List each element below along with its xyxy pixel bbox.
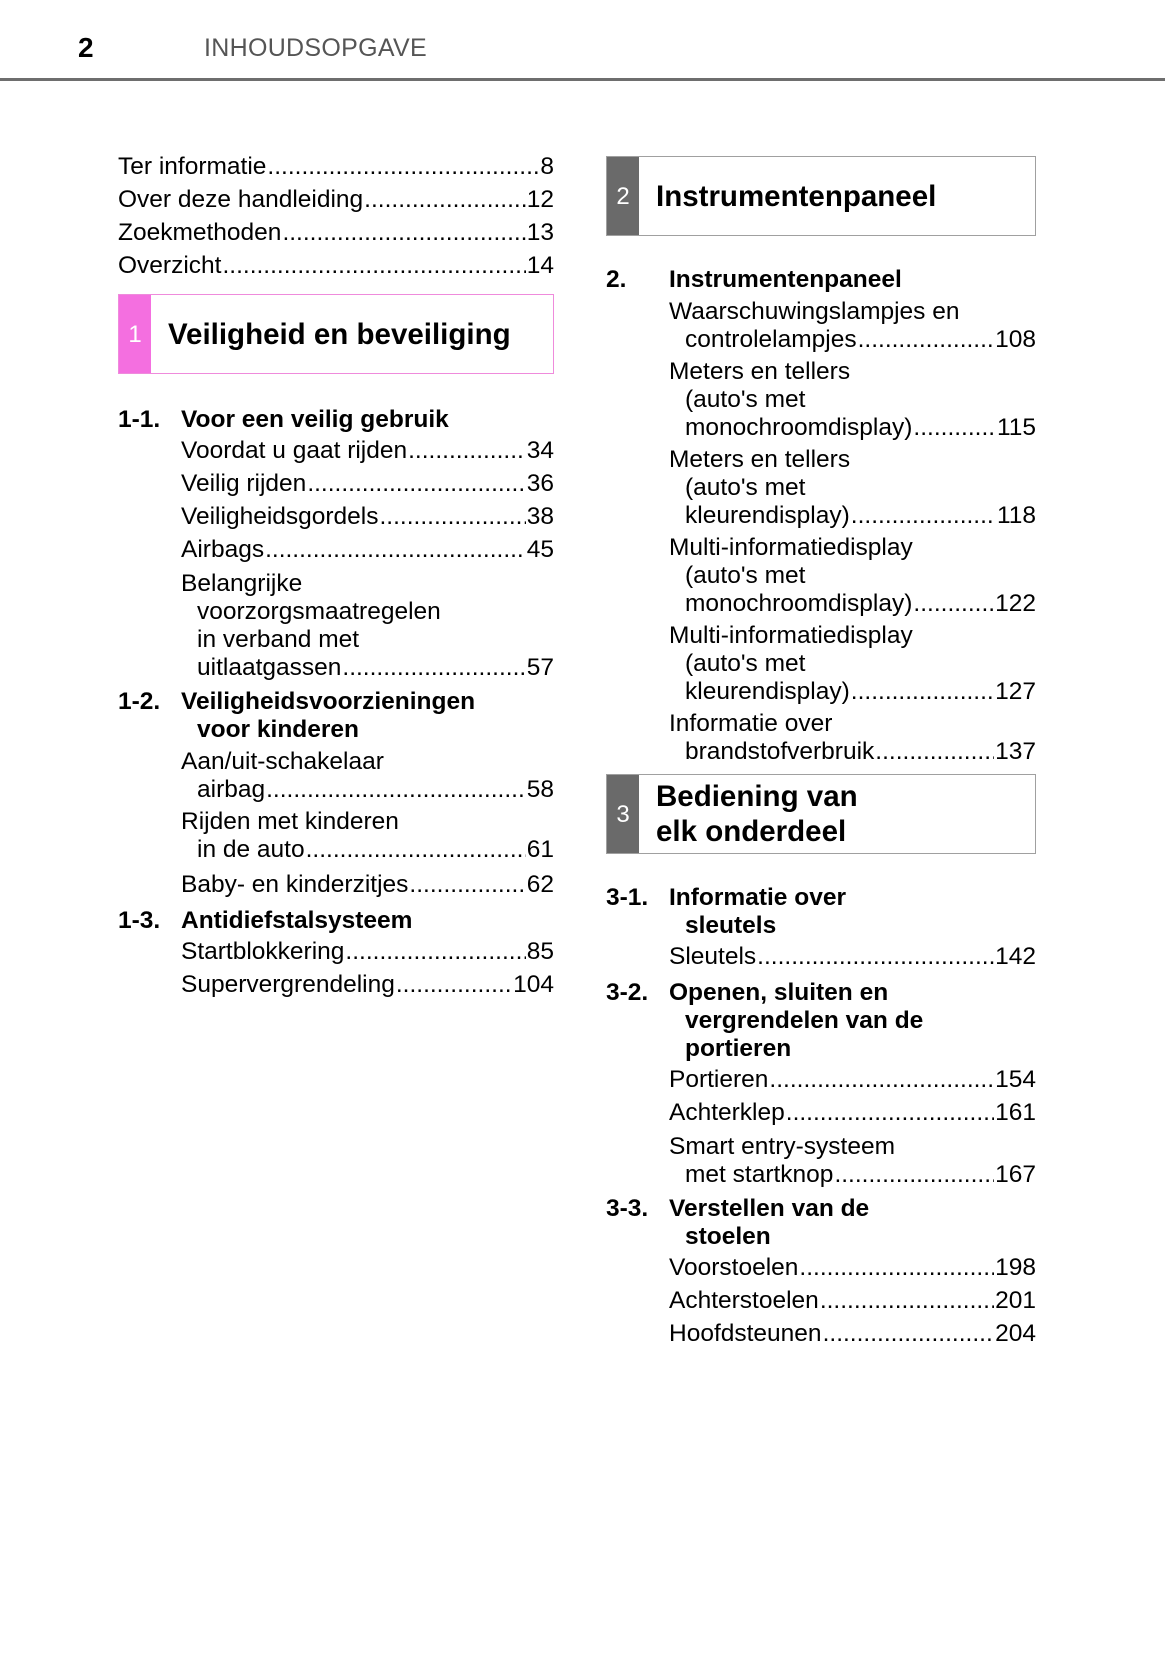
toc-entry[interactable]: Voorstoelen ..... 198: [669, 1251, 1036, 1284]
toc-entry[interactable]: Veilig rijden ..... 36: [181, 467, 554, 500]
chapter-3-title: Bediening van elk onderdeel: [656, 780, 858, 848]
toc-entry[interactable]: Baby- en kinderzitjes ..... 62: [181, 868, 554, 901]
page-header: [0, 0, 1165, 82]
section-3-3-heading[interactable]: 3-3. Verstellen van de stoelen: [606, 1195, 870, 1250]
toc-entry[interactable]: Ter informatie ..... 8: [118, 150, 554, 183]
toc-entry-multiline[interactable]: Informatie over brandstofverbruik ..... 137: [669, 710, 1036, 766]
toc-entry-multiline[interactable]: Waarschuwingslampjes en controlelampjes ..... 108: [669, 298, 1036, 354]
toc-entry-multiline[interactable]: Multi-informatiedisplay (auto's met kleurendisplay) ..... 127: [669, 622, 1036, 706]
toc-entry-multiline[interactable]: Aan/uit-schakelaar airbag ..... 58: [181, 748, 554, 804]
toc-entry[interactable]: Hoofdsteunen ..... 204: [669, 1317, 1036, 1350]
section-3-2-heading[interactable]: 3-2. Openen, sluiten en vergrendelen van de portieren: [606, 979, 924, 1062]
toc-entry-multiline[interactable]: Meters en tellers (auto's met kleurendisplay) ..... 118: [669, 446, 1036, 530]
header-rule: [0, 78, 1165, 81]
toc-left-column: [118, 150, 554, 1001]
toc-entry-multiline[interactable]: Multi-informatiedisplay (auto's met monochroomdisplay) ..... 122: [669, 534, 1036, 618]
toc-entry[interactable]: Portieren ..... 154: [669, 1063, 1036, 1096]
toc-entry[interactable]: Achterstoelen ..... 201: [669, 1284, 1036, 1317]
section-2-heading[interactable]: 2. Instrumentenpaneel: [606, 266, 902, 293]
chapter-1-title: Veiligheid en beveiliging: [168, 317, 511, 351]
chapter-1-tab: 1: [119, 295, 151, 373]
page-number: 2: [78, 32, 94, 63]
toc-entry[interactable]: Overzicht ..... 14: [118, 249, 554, 282]
toc-entry-multiline[interactable]: Rijden met kinderen in de auto ..... 61: [181, 808, 554, 864]
toc-right-column: [606, 150, 1036, 1350]
toc-entry[interactable]: Veiligheidsgordels ..... 38: [181, 500, 554, 533]
toc-entry[interactable]: Airbags ..... 45: [181, 533, 554, 566]
section-1-2-heading[interactable]: 1-2. Veiligheidsvoorzieningen voor kinderen: [118, 688, 476, 743]
toc-entry[interactable]: Over deze handleiding ..... 12: [118, 183, 554, 216]
toc-entry-multiline[interactable]: Meters en tellers (auto's met monochroomdisplay) ..... 115: [669, 358, 1036, 442]
toc-entry-multiline[interactable]: Smart entry-systeem met startknop ..... 167: [669, 1133, 1036, 1189]
toc-entry[interactable]: Sleutels ..... 142: [669, 940, 1036, 973]
chapter-2-title: Instrumentenpaneel: [656, 179, 937, 213]
toc-entry[interactable]: Zoekmethoden ..... 13: [118, 216, 554, 249]
toc-entry[interactable]: Voordat u gaat rijden ..... 34: [181, 434, 554, 467]
section-1-1-heading[interactable]: 1-1. Voor een veilig gebruik: [118, 406, 449, 433]
toc-entry-multiline[interactable]: Belangrijke voorzorgsmaatregelen in verband met uitlaatgassen ..... 57: [181, 570, 554, 682]
chapter-2-tab: 2: [607, 157, 639, 235]
chapter-3-tab: 3: [607, 775, 639, 853]
chapter-1-heading[interactable]: [118, 294, 554, 374]
toc-entry[interactable]: Startblokkering ..... 85: [181, 935, 554, 968]
section-3-1-heading[interactable]: 3-1. Informatie over sleutels: [606, 884, 846, 939]
toc-entry[interactable]: Achterklep ..... 161: [669, 1096, 1036, 1129]
toc-entry[interactable]: Supervergrendeling ..... 104: [181, 968, 554, 1001]
chapter-2-heading[interactable]: [606, 156, 1036, 236]
chapter-3-heading[interactable]: [606, 774, 1036, 854]
header-title: INHOUDSOPGAVE: [204, 34, 427, 62]
section-1-3-heading[interactable]: 1-3. Antidiefstalsysteem: [118, 907, 413, 934]
